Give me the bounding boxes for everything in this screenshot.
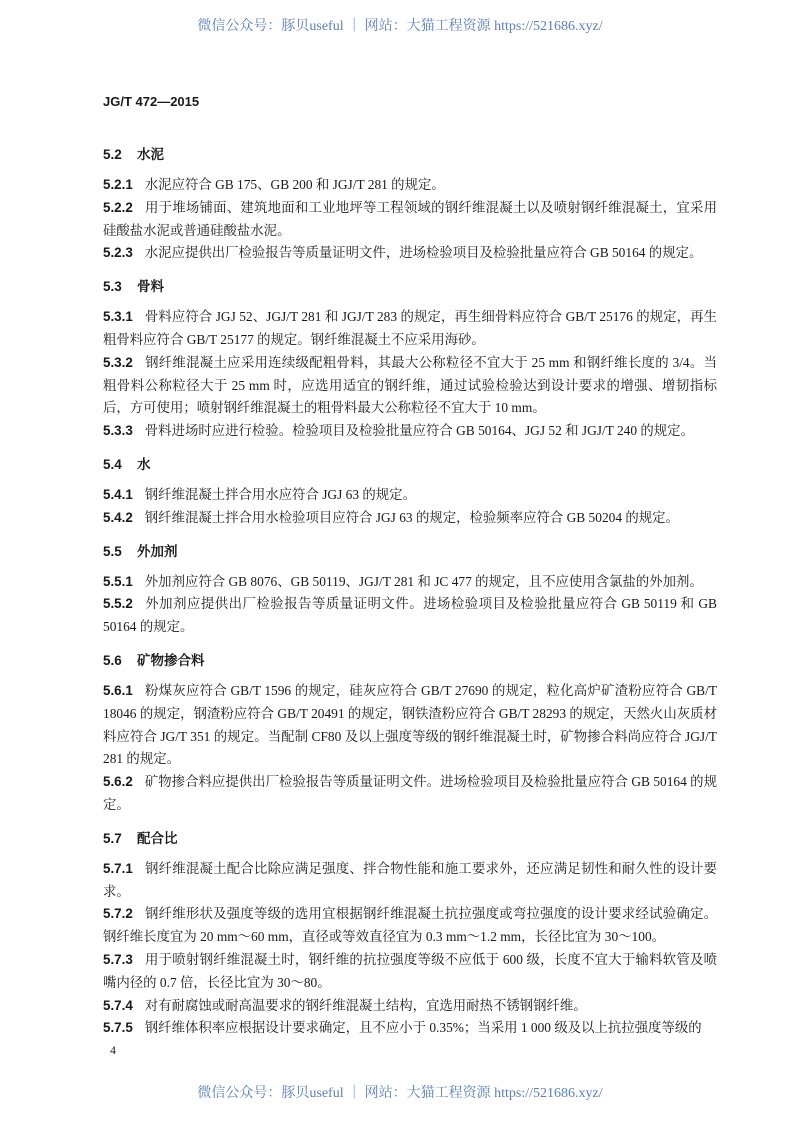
clause [103, 949, 717, 995]
document-body [103, 145, 717, 1040]
clause-text: 钢纤维体积率应根据设计要求确定，且不应小于 0.35%；当采用 1 000 级及以上抗拉强度等级的 [144, 1020, 702, 1036]
clause-text: 外加剂应提供出厂检验报告等质量证明文件。进场检验项目及检验批量应符合 GB 50119 和 GB 50164 的规定。 [103, 596, 717, 635]
clause-text: 钢纤维混凝土应采用连续级配粗骨料，其最大公称粒径不宜大于 25 mm 和钢纤维长度的 3/4。当粗骨料公称粒径大于 25 mm 时，应选用适宜的钢纤维，通过试验检验达到设计要求的增强、增韧指标后，方可使用；喷射钢纤维混凝土的粗骨料最大公称粒径不宜大于 10 mm。 [103, 354, 717, 416]
section-title: 骨料 [137, 279, 164, 295]
clause-text: 水泥应提供出厂检验报告等质量证明文件，进场检验项目及检验批量应符合 GB 50164 的规定。 [144, 245, 703, 261]
clause-number: 5.4.1 [103, 486, 133, 502]
section-number: 5.7 [103, 830, 122, 846]
clause-text: 粉煤灰应符合 GB/T 1596 的规定，硅灰应符合 GB/T 27690 的规定，粒化高炉矿渣粉应符合 GB/T 18046 的规定，钢渣粉应符合 GB/T 20491 的规定，钢铁渣粉应符合 GB/T 28293 的规定，天然火山灰质材料应符合 JG/T 351 的规定。当配制 CF80 及以上强度等级的钢纤维混凝土时，矿物掺合料尚应符合 JGJ/T 281 的规定。 [103, 682, 717, 767]
section-title: 外加剂 [137, 543, 178, 559]
clause [103, 571, 717, 594]
header-watermark: 微信公众号：豚贝useful ｜ 网站：大猫工程资源 https://521686.xyz/ [197, 19, 603, 34]
clause [103, 771, 717, 817]
clause-text: 钢纤维形状及强度等级的选用宜根据钢纤维混凝土抗拉强度或弯拉强度的设计要求经试验确定。钢纤维长度宜为 20 mm～60 mm，直径或等效直径宜为 0.3 mm～1.2 mm，长径比宜为 30～100。 [103, 906, 717, 945]
clause [103, 242, 717, 265]
clause [103, 306, 717, 352]
clause [103, 680, 717, 771]
clause [103, 593, 717, 639]
clause [103, 484, 717, 507]
clause [103, 507, 717, 530]
page-number: 4 [110, 1043, 116, 1058]
standard-code: JG/T 472—2015 [103, 94, 200, 109]
clause [103, 995, 717, 1018]
section-heading [103, 651, 717, 671]
clause [103, 1017, 717, 1040]
section-heading [103, 455, 717, 475]
clause-number: 5.4.2 [103, 509, 133, 525]
section-number: 5.2 [103, 147, 122, 162]
section-number: 5.4 [103, 456, 122, 472]
clause [103, 903, 717, 949]
clause [103, 858, 717, 904]
clause [103, 420, 717, 443]
clause-number: 5.2.1 [103, 177, 133, 192]
clause-number: 5.2.2 [103, 199, 133, 215]
clause-number: 5.3.2 [103, 354, 133, 370]
section-title: 配合比 [137, 830, 178, 846]
clause [103, 197, 717, 243]
clause-number: 5.7.4 [103, 997, 133, 1013]
section-number: 5.6 [103, 652, 122, 668]
clause-text: 用于喷射钢纤维混凝土时，钢纤维的抗拉强度等级不应低于 600 级，长度不宜大于输料软管及喷嘴内径的 0.7 倍，长径比宜为 30～80。 [103, 951, 717, 990]
clause [103, 174, 717, 197]
clause-text: 用于堆场铺面、建筑地面和工业地坪等工程领域的钢纤维混凝土以及喷射钢纤维混凝土，宜采用硅酸盐水泥或普通硅酸盐水泥。 [103, 199, 717, 238]
clause-number: 5.6.1 [103, 682, 133, 698]
clause-text: 骨料应符合 JGJ 52、JGJ/T 281 和 JGJ/T 283 的规定，再生细骨料应符合 GB/T 25176 的规定，再生粗骨料应符合 GB/T 25177 的规定。钢纤维混凝土不应采用海砂。 [103, 309, 717, 347]
clause-number: 5.3.1 [103, 309, 133, 325]
section-number: 5.3 [103, 279, 122, 295]
section-title: 矿物掺合料 [137, 652, 205, 668]
footer-watermark: 微信公众号：豚贝useful ｜ 网站：大猫工程资源 https://521686.xyz/ [197, 1086, 603, 1102]
section-number: 5.5 [103, 543, 122, 559]
clause-number: 5.7.1 [103, 860, 133, 876]
clause [103, 352, 717, 420]
section-heading [103, 829, 717, 849]
clause-number: 5.5.1 [103, 573, 133, 589]
clause-number: 5.6.2 [103, 774, 133, 790]
clause-text: 对有耐腐蚀或耐高温要求的钢纤维混凝土结构，宜选用耐热不锈钢钢纤维。 [144, 997, 587, 1013]
section-title: 水泥 [137, 147, 164, 162]
clause-text: 骨料进场时应进行检验。检验项目及检验批量应符合 GB 50164、JGJ 52 和 JGJ/T 240 的规定。 [144, 423, 694, 439]
clause-text: 钢纤维混凝土拌合用水检验项目应符合 JGJ 63 的规定，检验频率应符合 GB 50204 的规定。 [144, 509, 679, 525]
clause-text: 钢纤维混凝土配合比除应满足强度、拌合物性能和施工要求外，还应满足韧性和耐久性的设计要求。 [103, 860, 717, 899]
clause-text: 水泥应符合 GB 175、GB 200 和 JGJ/T 281 的规定。 [144, 177, 445, 192]
clause-text: 钢纤维混凝土拌合用水应符合 JGJ 63 的规定。 [144, 486, 416, 502]
clause-number: 5.7.3 [103, 951, 133, 967]
clause-number: 5.3.3 [103, 423, 133, 439]
clause-number: 5.7.5 [103, 1020, 133, 1036]
section-heading [103, 145, 717, 165]
clause-number: 5.7.2 [103, 906, 133, 922]
clause-text: 外加剂应符合 GB 8076、GB 50119、JGJ/T 281 和 JC 477 的规定，且不应使用含氯盐的外加剂。 [144, 573, 703, 589]
clause-number: 5.5.2 [103, 596, 133, 612]
clause-number: 5.2.3 [103, 245, 133, 261]
section-heading [103, 542, 717, 562]
clause-text: 矿物掺合料应提供出厂检验报告等质量证明文件。进场检验项目及检验批量应符合 GB 50164 的规定。 [103, 774, 717, 812]
section-title: 水 [137, 456, 151, 472]
section-heading [103, 277, 717, 297]
